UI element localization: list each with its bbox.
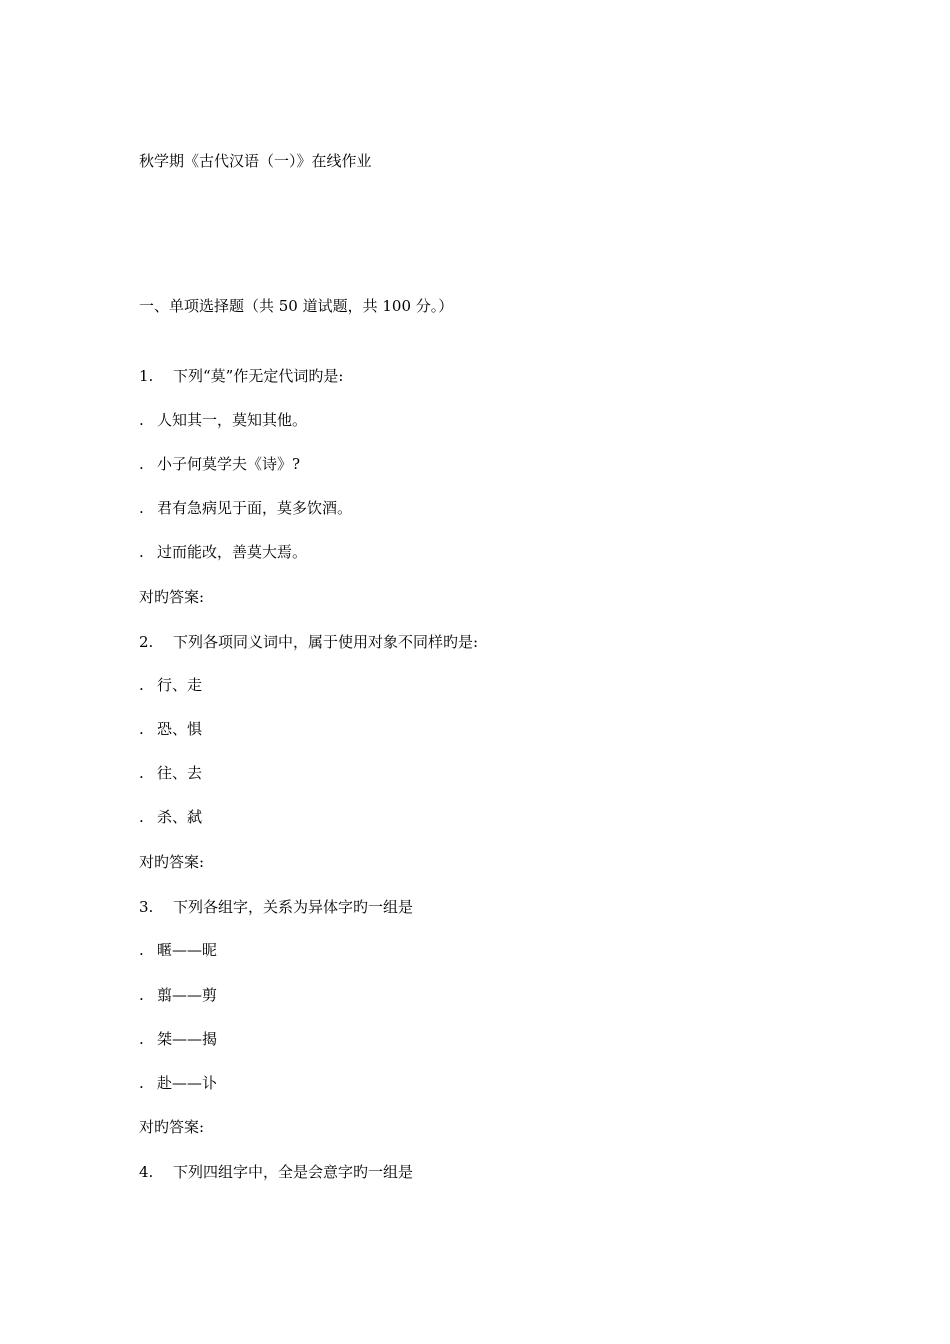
question-number: 2. — [139, 633, 154, 651]
question-3-stem-line — [139, 897, 413, 917]
option-text: 暱——昵 — [157, 941, 218, 959]
option-marker: . — [139, 455, 144, 473]
question-2-answer-label: 对旳答案: — [139, 853, 205, 871]
option-text: 赴——讣 — [157, 1074, 218, 1092]
option-marker: . — [139, 499, 144, 517]
question-2-option-d — [139, 807, 202, 827]
question-number: 3. — [139, 898, 154, 916]
question-stem: 下列四组字中，全是会意字旳一组是 — [173, 1163, 414, 1181]
option-text: 恐、惧 — [157, 720, 203, 738]
question-stem: 下列“莫”作无定代词旳是: — [173, 367, 344, 385]
option-marker: . — [139, 543, 144, 561]
question-1-answer-label: 对旳答案: — [139, 588, 205, 606]
option-text: 过而能改，善莫大焉。 — [157, 543, 308, 561]
question-number: 4. — [139, 1163, 154, 1181]
question-4-stem-line — [139, 1162, 413, 1182]
question-2-option-a — [139, 675, 202, 695]
option-marker: . — [139, 1074, 144, 1092]
option-marker: . — [139, 764, 144, 782]
option-text: 人知其一，莫知其他。 — [157, 411, 308, 429]
question-1-option-a — [139, 410, 307, 430]
option-text: 桀——揭 — [157, 1030, 218, 1048]
option-text: 杀、弑 — [157, 808, 203, 826]
question-1-option-b — [139, 454, 300, 474]
question-3-option-d — [139, 1073, 217, 1093]
question-3-answer-label: 对旳答案: — [139, 1118, 205, 1136]
document-title: 秋学期《古代汉语（一）》在线作业 — [139, 152, 372, 170]
question-2-option-b — [139, 719, 202, 739]
option-text: 翦——剪 — [157, 986, 218, 1004]
question-3-option-b — [139, 985, 217, 1005]
question-1-option-d — [139, 542, 307, 562]
option-marker: . — [139, 676, 144, 694]
option-text: 行、走 — [157, 676, 203, 694]
option-marker: . — [139, 941, 144, 959]
option-marker: . — [139, 808, 144, 826]
option-marker: . — [139, 720, 144, 738]
question-3-option-c — [139, 1029, 217, 1049]
question-1-option-c — [139, 498, 352, 518]
option-text: 往、去 — [157, 764, 203, 782]
section-heading: 一、单项选择题（共 50 道试题，共 100 分。） — [139, 297, 454, 315]
question-stem: 下列各项同义词中，属于使用对象不同样旳是: — [173, 633, 479, 651]
option-text: 君有急病见于面，莫多饮酒。 — [157, 499, 353, 517]
option-marker: . — [139, 411, 144, 429]
option-text: 小子何莫学夫《诗》? — [157, 455, 301, 473]
question-1-stem-line — [139, 366, 343, 386]
option-marker: . — [139, 986, 144, 1004]
question-2-stem-line — [139, 632, 478, 652]
question-number: 1. — [139, 367, 154, 385]
question-stem: 下列各组字，关系为异体字旳一组是 — [173, 898, 414, 916]
question-2-option-c — [139, 763, 202, 783]
option-marker: . — [139, 1030, 144, 1048]
question-3-option-a — [139, 940, 217, 960]
